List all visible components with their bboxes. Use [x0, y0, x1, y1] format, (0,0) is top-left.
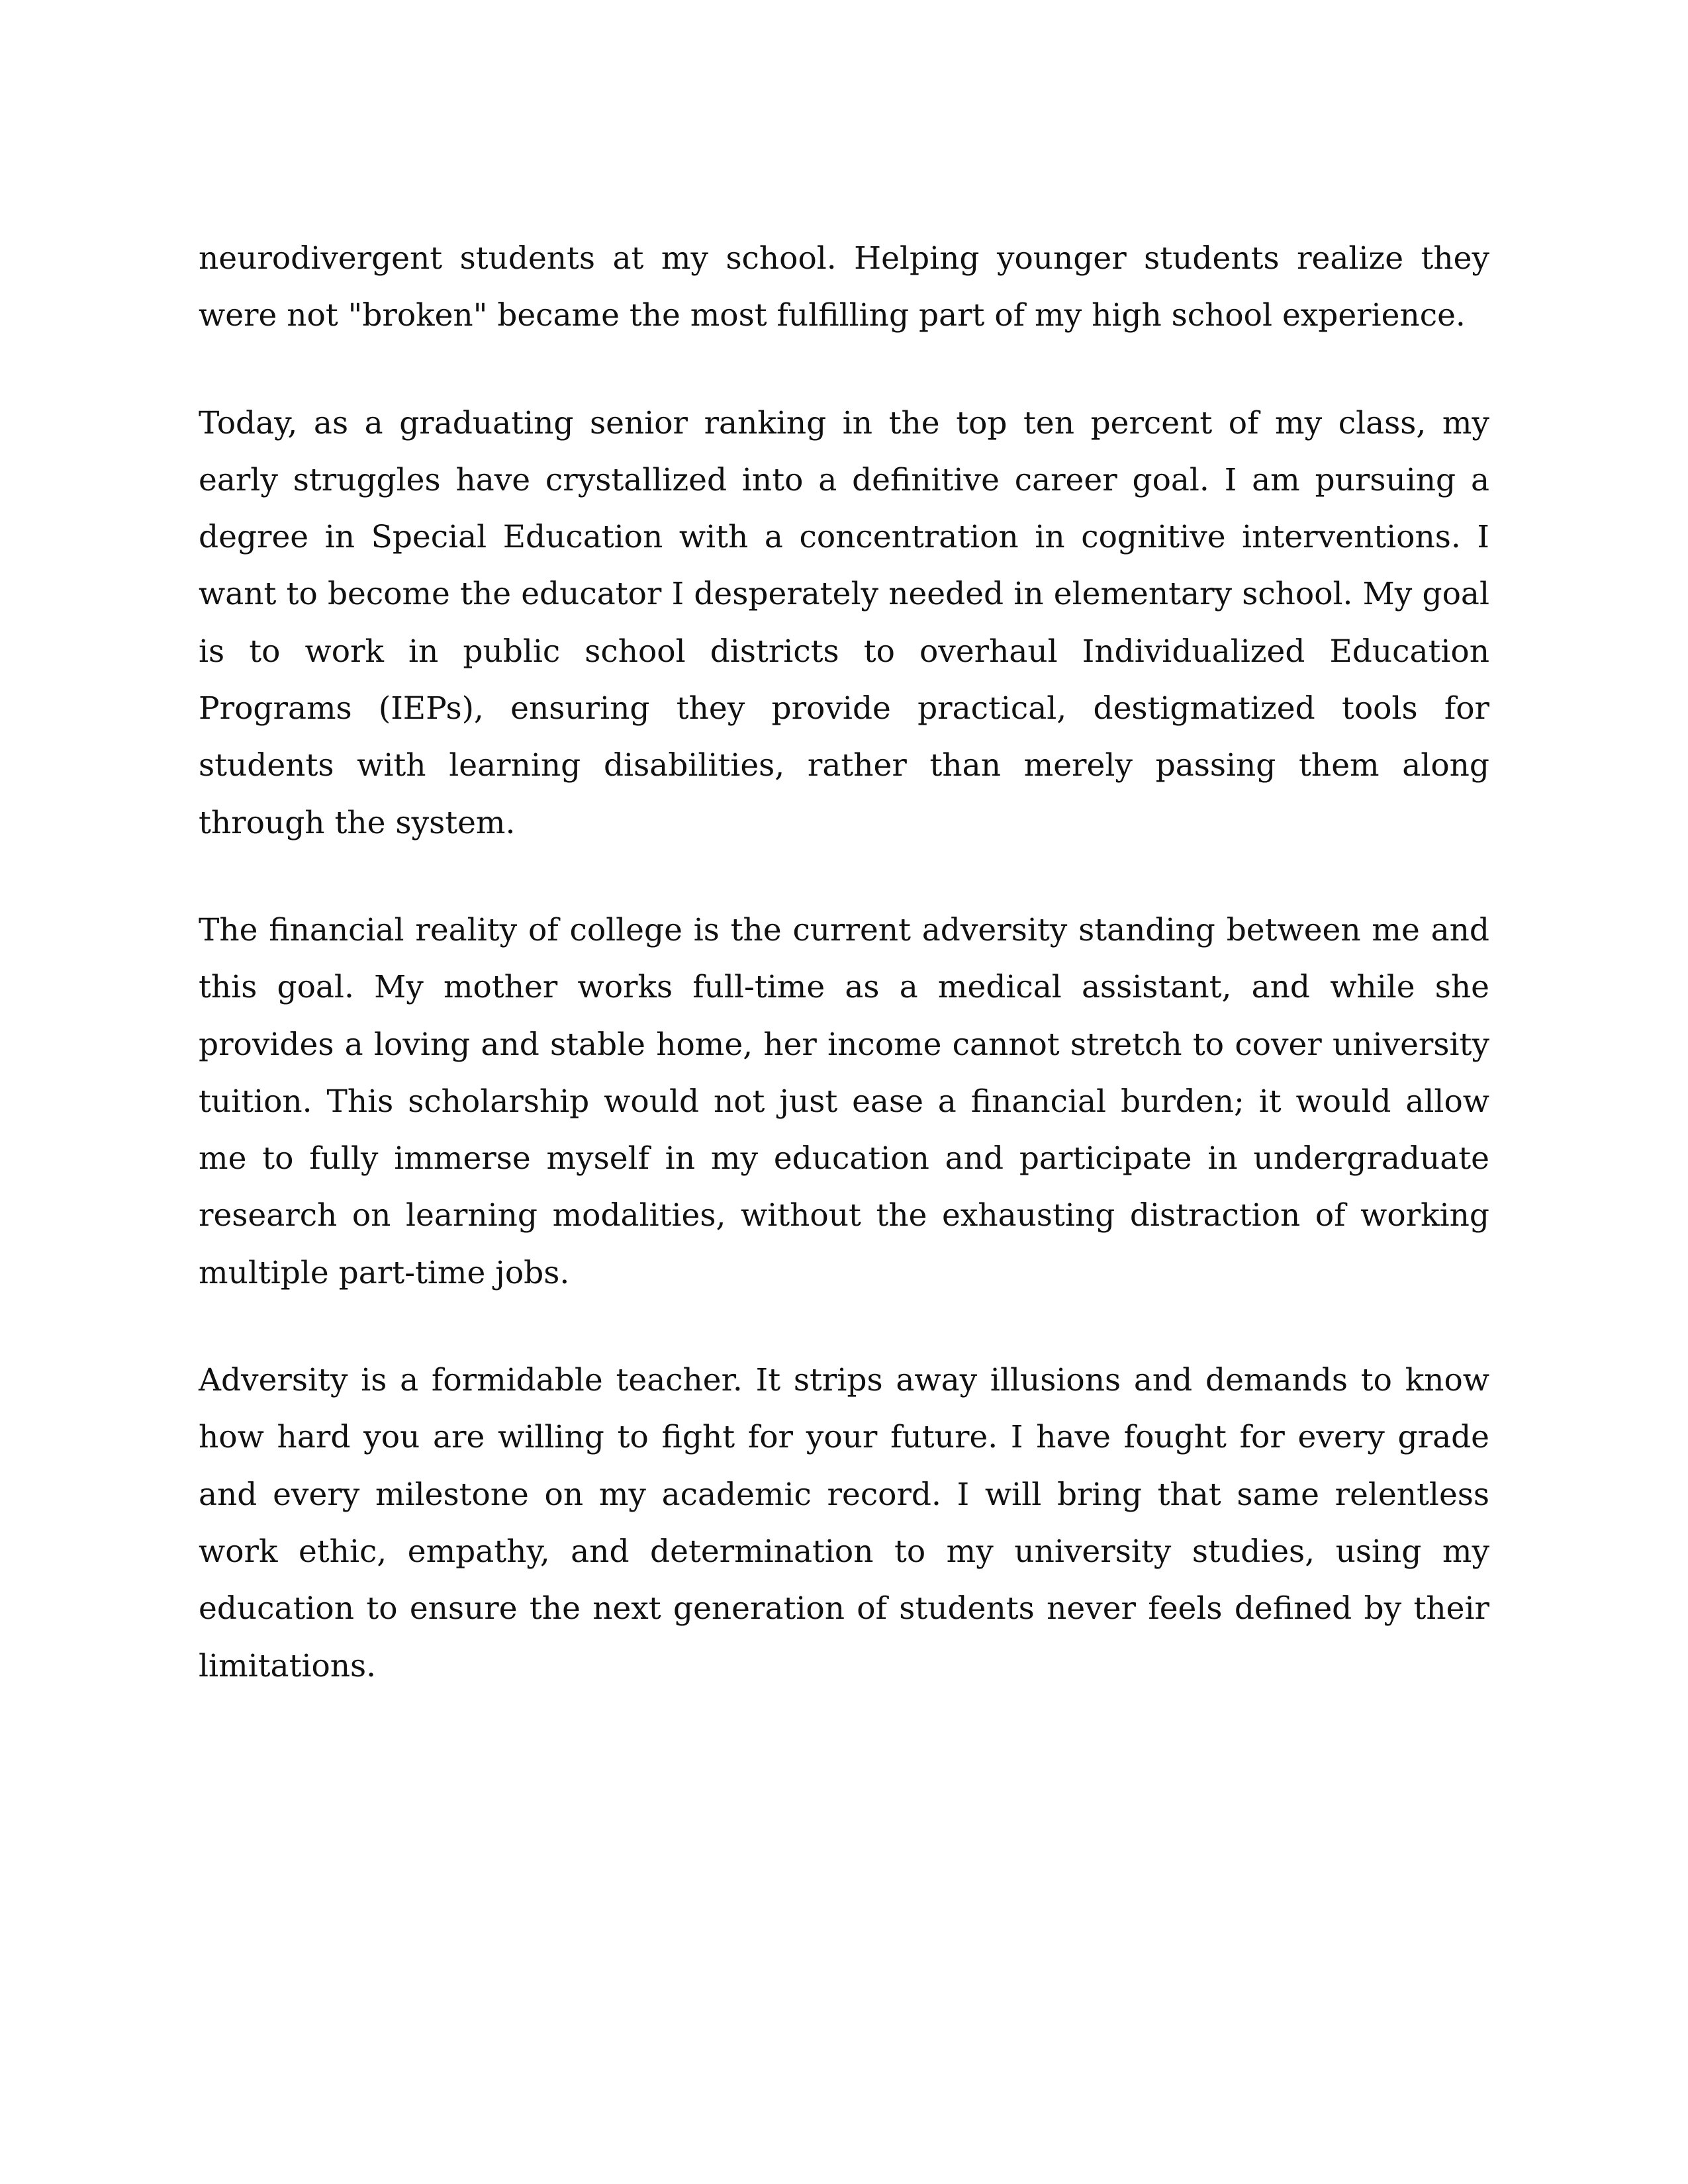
paragraph-2: Today, as a graduating senior ranking in the top ten percent of my class, my early struggles have crystallized into a definitive career goal. I am pursuing a degree in Special Education with a concentration in cognitive interventions. I want to become the educator I desperately needed in elementary school. My goal is to work in public school districts to overhaul Individualized Education Programs (IEPs), ensuring they provide practical, destigmatized tools for students with learning disabilities, rather than merely passing them along through the system. [199, 404, 1489, 841]
essay-body [199, 230, 1489, 1695]
paragraph-3: The financial reality of college is the current adversity standing between me and this goal. My mother works full-time as a medical assistant, and while she provides a loving and stable home, her income cannot stretch to cover university tuition. This scholarship would not just ease a financial burden; it would allow me to fully immerse myself in my education and participate in undergraduate research on learning modalities, without the exhausting distraction of working multiple part-time jobs. [199, 911, 1489, 1291]
paragraph-4: Adversity is a formidable teacher. It strips away illusions and demands to know how hard you are willing to fight for your future. I have fought for every grade and every milestone on my academic record. I will bring that same relentless work ethic, empathy, and determination to my university studies, using my education to ensure the next generation of students never feels defined by their limitations. [199, 1362, 1489, 1684]
paragraph-1: neurodivergent students at my school. Helping younger students realize they were not "broken" became the most fulfilling part of my high school experience. [199, 240, 1489, 334]
